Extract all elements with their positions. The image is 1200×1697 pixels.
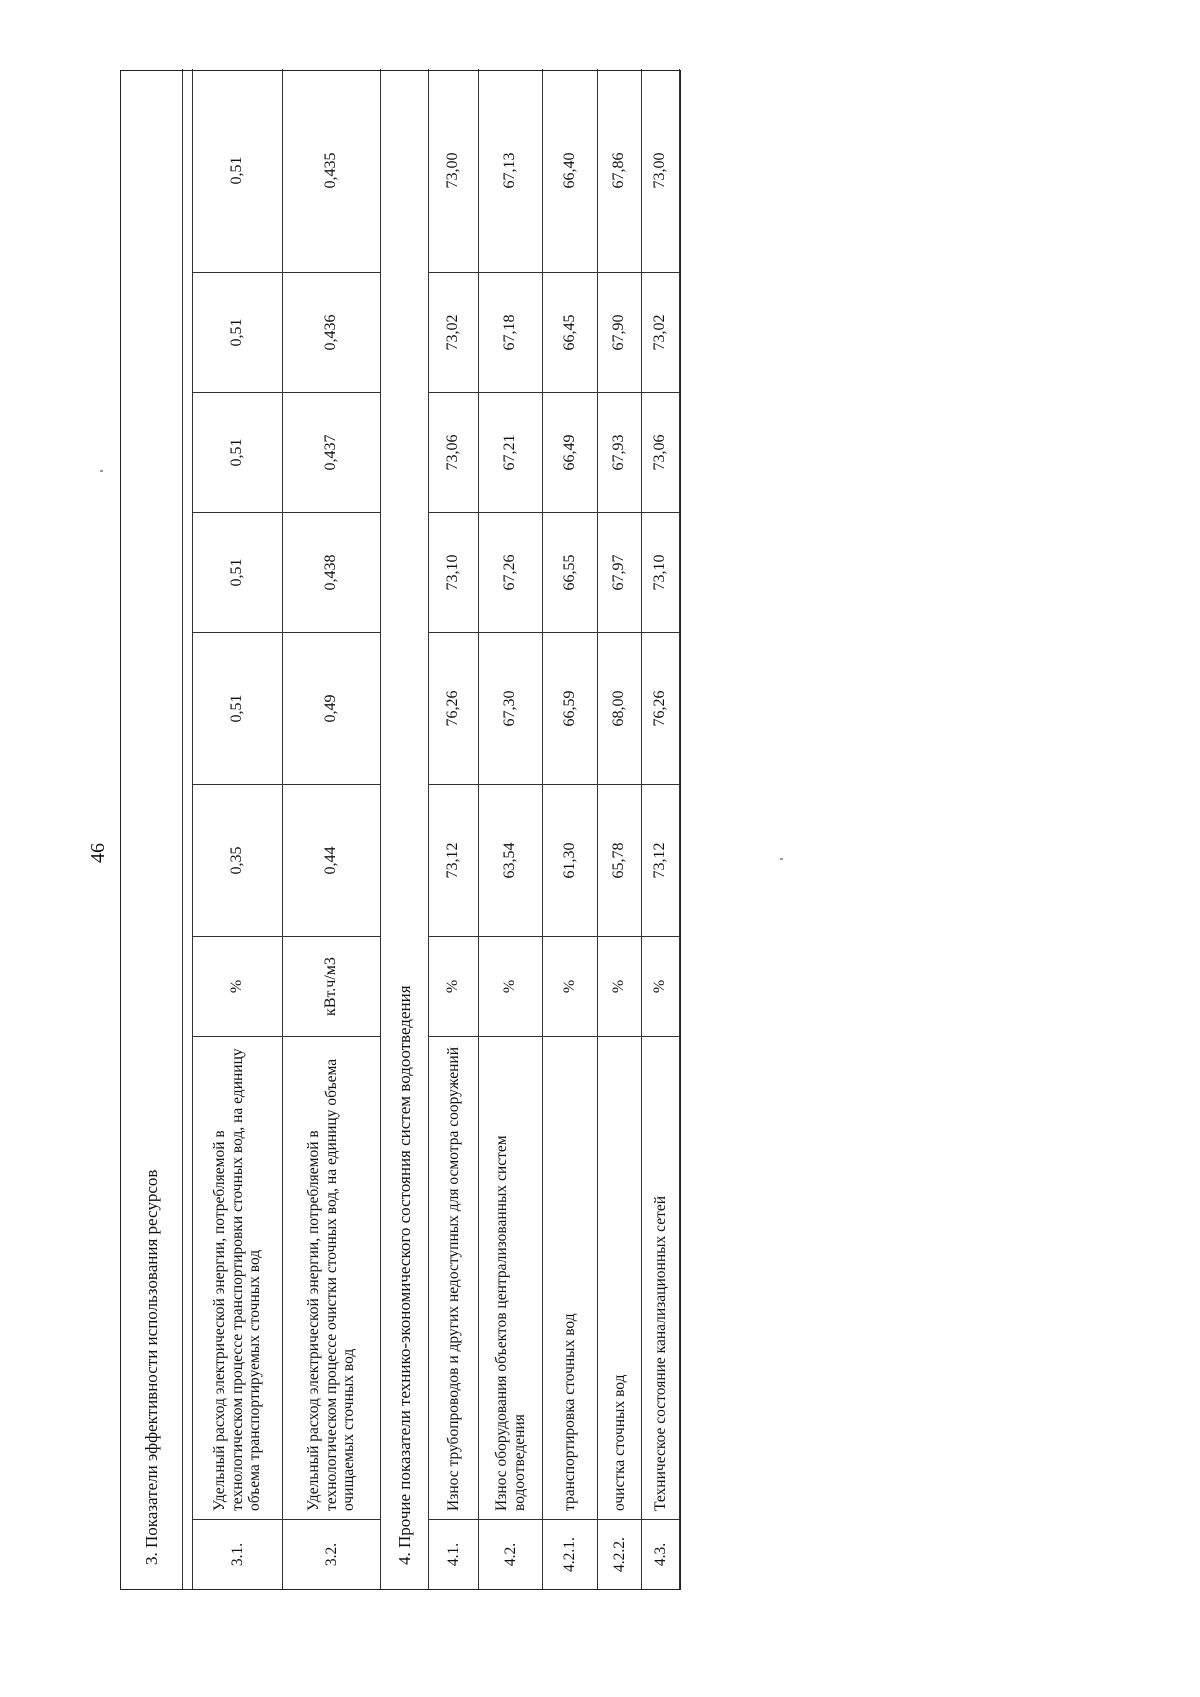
rotated-table-container [120, 70, 700, 1590]
section-3-title: 3. Показатели эффективности использования ресурсов [121, 69, 183, 1589]
row-value: 66,55 [543, 512, 598, 632]
row-value: 0,51 [193, 272, 283, 392]
row-number: 3.2. [283, 1519, 381, 1589]
row-unit: % [193, 936, 283, 1036]
row-name: Удельный расход электрической энергии, потребляемой в технологическом процессе очистки сточных вод, на единицу объема очищаемых сточных вод [283, 1036, 381, 1519]
row-name: Износ трубопроводов и других недоступных для осмотра сооружений [429, 1036, 479, 1519]
row-value: 67,90 [598, 272, 642, 392]
section-4-title: 4. Прочие показатели технико-экономического состояния систем водоотведения [381, 69, 429, 1589]
row-value: 76,26 [429, 632, 479, 784]
row-value: 67,26 [479, 512, 543, 632]
row-number: 4.2. [479, 1519, 543, 1589]
row-number: 4.1. [429, 1519, 479, 1589]
row-value: 73,06 [642, 392, 680, 512]
row-number: 4.2.1. [543, 1519, 598, 1589]
page-number: 46 [87, 843, 109, 863]
row-name: очистка сточных вод [598, 1036, 642, 1519]
row-value: 73,02 [642, 272, 680, 392]
row-unit: % [642, 936, 680, 1036]
row-value: 73,12 [642, 784, 680, 936]
row-unit: % [479, 936, 543, 1036]
row-number: 3.1. [193, 1519, 283, 1589]
row-value: 68,00 [598, 632, 642, 784]
row-value: 0,44 [283, 784, 381, 936]
row-name: транспортировка сточных вод [543, 1036, 598, 1519]
row-value: 61,30 [543, 784, 598, 936]
row-value: 66,49 [543, 392, 598, 512]
row-value: 0,437 [283, 392, 381, 512]
row-value: 67,86 [598, 69, 642, 272]
indicators-table [120, 70, 681, 1590]
row-value: 0,438 [283, 512, 381, 632]
row-name: Техническое состояние канализационных сетей [642, 1036, 680, 1519]
row-value: 67,30 [479, 632, 543, 784]
row-value: 73,10 [642, 512, 680, 632]
row-value: 67,18 [479, 272, 543, 392]
row-value: 65,78 [598, 784, 642, 936]
row-value: 0,51 [193, 392, 283, 512]
row-value: 0,436 [283, 272, 381, 392]
row-unit: % [429, 936, 479, 1036]
row-number: 4.2.2. [598, 1519, 642, 1589]
row-unit: % [598, 936, 642, 1036]
row-value: 0,51 [193, 69, 283, 272]
scan-speck [100, 470, 103, 472]
row-value: 66,59 [543, 632, 598, 784]
row-value: 73,10 [429, 512, 479, 632]
row-value: 67,13 [479, 69, 543, 272]
row-value: 73,12 [429, 784, 479, 936]
row-value: 73,06 [429, 392, 479, 512]
row-value: 73,02 [429, 272, 479, 392]
row-value: 73,00 [642, 69, 680, 272]
row-value: 67,21 [479, 392, 543, 512]
row-unit: кВт.ч/м3 [283, 936, 381, 1036]
row-value: 0,435 [283, 69, 381, 272]
row-value: 67,93 [598, 392, 642, 512]
row-value: 66,45 [543, 272, 598, 392]
row-value: 73,00 [429, 69, 479, 272]
row-value: 0,35 [193, 784, 283, 936]
row-name: Удельный расход электрической энергии, потребляемой в технологическом процессе транспортировки сточных вод, на единицу объема транспортируемых сточных вод [193, 1036, 283, 1519]
row-value: 63,54 [479, 784, 543, 936]
row-value: 76,26 [642, 632, 680, 784]
row-value: 0,51 [193, 632, 283, 784]
row-name: Износ оборудования объектов централизованных систем водоотведения [479, 1036, 543, 1519]
row-unit: % [543, 936, 598, 1036]
row-value: 0,51 [193, 512, 283, 632]
row-value: 0,49 [283, 632, 381, 784]
section-3-spacer [183, 69, 193, 1589]
row-number: 4.3. [642, 1519, 680, 1589]
row-value: 66,40 [543, 69, 598, 272]
scan-speck [780, 858, 783, 860]
row-value: 67,97 [598, 512, 642, 632]
